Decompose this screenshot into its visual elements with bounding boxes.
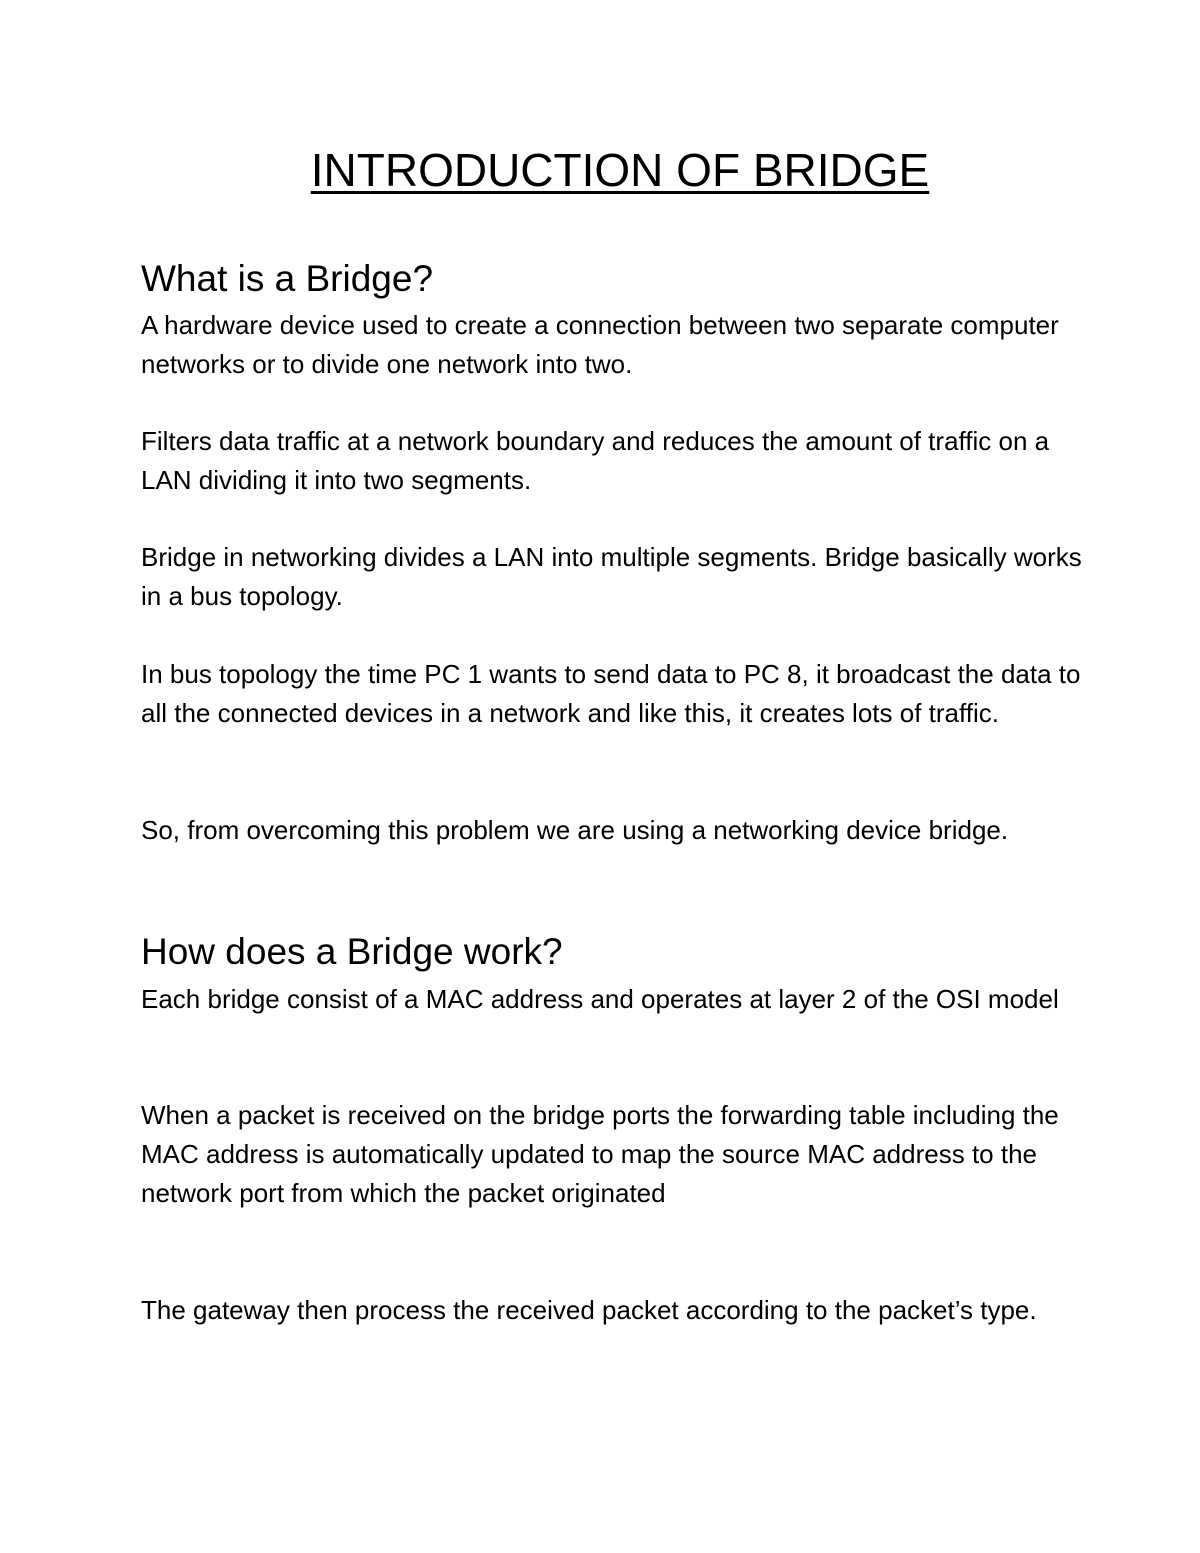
- paragraph-forwarding-table: When a packet is received on the bridge ports the forwarding table including the MAC address is automatically updated to map the source MAC address to the network port from which the packet originated: [141, 1100, 1059, 1208]
- page-title: INTRODUCTION OF BRIDGE: [310, 144, 930, 196]
- paragraph-bus-topology: In bus topology the time PC 1 wants to send data to PC 8, it broadcast the data to all the connected devices in a network and like this, it creates lots of traffic.: [141, 659, 1081, 728]
- paragraph-definition: A hardware device used to create a connection between two separate computer networks or to divide one network into two.: [141, 310, 1059, 379]
- paragraph-gateway-process: The gateway then process the received packet according to the packet’s type.: [141, 1295, 1037, 1325]
- paragraph-mac-address: Each bridge consist of a MAC address and operates at layer 2 of the OSI model: [141, 984, 1059, 1014]
- paragraph-overcoming-problem: So, from overcoming this problem we are using a networking device bridge.: [141, 815, 1009, 845]
- section-heading-how-bridge-works: How does a Bridge work?: [141, 931, 563, 972]
- paragraph-filters-traffic: Filters data traffic at a network boundary and reduces the amount of traffic on a LAN dividing it into two segments.: [141, 426, 1050, 495]
- section-heading-what-is-bridge: What is a Bridge?: [141, 258, 434, 299]
- paragraph-divides-lan: Bridge in networking divides a LAN into multiple segments. Bridge basically works in a bus topology.: [141, 542, 1082, 611]
